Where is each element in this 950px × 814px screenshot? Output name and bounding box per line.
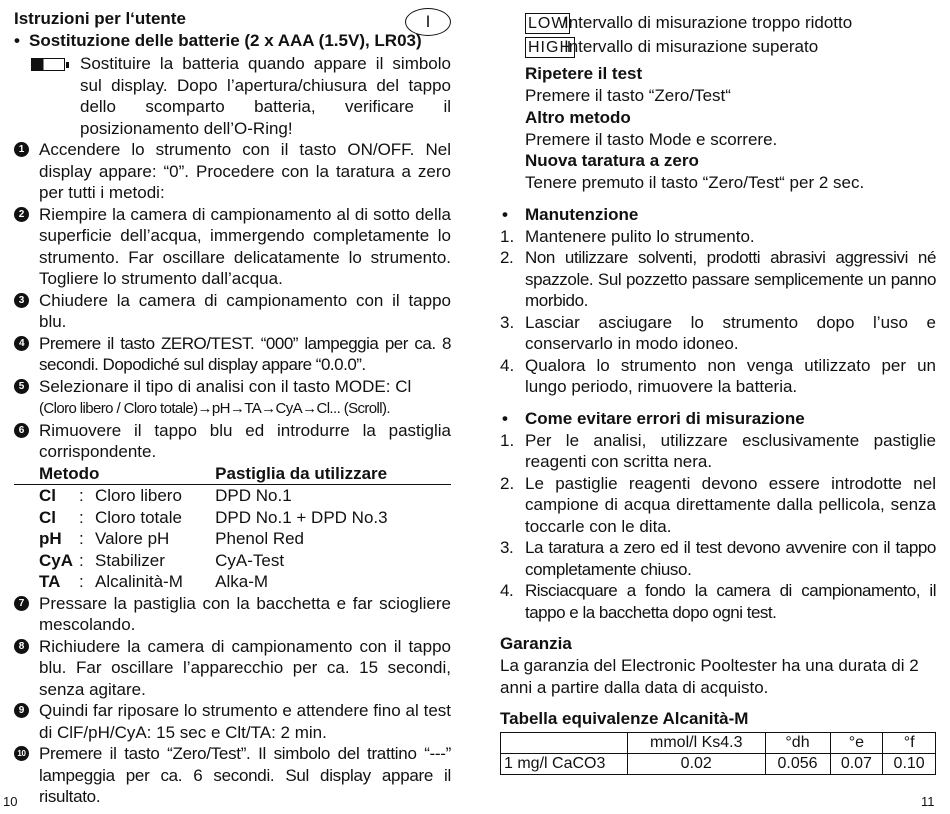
errors-heading: • Come evitare errori di misurazione [502,408,805,428]
battery-text: Sostituire la batteria quando appare il simbolo sul display. Dopo l’apertura/chiusura del tappo dello scomparto batteria, verificare il posizionamento dell’O-Ring! [80,54,451,138]
list-text: Le pastiglie reagenti devono essere introdotte nel campione di acqua direttamente dalla pellicola, senza toccarle con le dita. [525,473,936,536]
method-tablet: DPD No.1 + DPD No.3 [215,507,388,527]
method-tablet: CyA-Test [215,550,285,570]
errors-list [500,430,936,624]
method-desc: Cloro libero [95,486,182,505]
step-number-4: 4 [14,336,29,351]
range-text: Intervallo di misurazione superato [564,36,819,56]
page-title [14,8,451,30]
list-text: Non utilizzare solventi, prodotti abrasivi aggressivi né spazzole. Sul pozzetto passare semplicemente un panno morbido. [525,248,936,310]
method-tablet: DPD No.1 [215,486,292,505]
zero-heading: Nuova taratura a zero [525,151,699,170]
equiv-header: °e [830,733,883,754]
list-text: La taratura a zero ed il test devono avvenire con il tappo completamente chiuso. [525,538,936,579]
language-badge: I [405,8,451,36]
other-text: Premere il tasto Mode e scorrere. [525,129,778,149]
list-number: 2. [500,473,515,493]
list-number: 1. [500,430,515,450]
colon: : [79,572,84,591]
battery-icon [31,58,65,71]
table-row [14,550,451,572]
step-9 [14,700,451,743]
method-tablet: Alka-M [215,572,269,591]
equiv-value: 0.056 [765,754,830,775]
step-7 [14,593,451,636]
step-number-1: 1 [14,142,29,157]
equiv-heading: Tabella equivalenze Alcanità-M [500,709,749,728]
step-number-6: 6 [14,423,29,438]
maintenance-list [500,226,936,398]
list-text: Per le analisi, utilizzare esclusivamente pastiglie reagenti con scritta nera. [525,430,936,471]
other-heading: Altro metodo [525,107,631,127]
step-6 [14,420,451,463]
list-item [500,355,936,398]
repeat-section [500,63,936,194]
step-3 [14,290,451,333]
method-desc: Alcalinità-M [95,572,183,591]
step-number-2: 2 [14,207,29,222]
list-text: Lasciar asciugare lo strumento dopo l’uso e conservarlo in modo idoneo. [525,312,936,353]
step-number-5: 5 [14,379,29,394]
step-text: Chiudere la camera di campionamento con il tappo blu. [39,290,451,331]
list-item [500,473,936,538]
equiv-value: 0.10 [883,754,936,775]
step-number-9: 9 [14,703,29,718]
header-method: Metodo [14,463,215,485]
step-1 [14,139,451,204]
list-number: 4. [500,355,515,375]
list-number: 4. [500,581,514,600]
range-low [500,12,936,34]
range-high [500,36,936,58]
step-number-10: 10 [14,746,29,761]
list-text: Qualora lo strumento non venga utilizzato per un lungo periodo, rimuovere la batteria. [525,355,936,396]
repeat-heading: Ripetere il test [525,64,643,83]
repeat-text: Premere il tasto “Zero/Test“ [525,86,731,105]
step-5 [14,376,451,420]
colon: : [79,486,84,505]
step-text: Rimuovere il tappo blu ed introdurre la pastiglia corrispondente. [39,420,451,461]
equiv-row-label: 1 mg/l CaCO3 [501,754,628,775]
equiv-header [501,733,628,754]
errors-heading-text: Come evitare errori di misurazione [525,408,805,428]
warranty-heading: Garanzia [500,634,572,653]
equivalence-table [500,732,936,775]
step-text: Quindi far riposare lo strumento e attendere fino al test di ClF/pH/CyA: 15 sec e Clt/TA: 2 min. [39,701,451,742]
table-row [14,528,451,550]
table-row [14,507,451,529]
left-page [14,8,451,808]
step-number-8: 8 [14,639,29,654]
battery-heading: • Sostituzione delle batterie (2 x AAA (1.5V), LR03) [14,31,422,50]
step-text: Selezionare il tipo di analisi con il tasto MODE: Cl [39,376,412,396]
method-code: CyA [39,550,74,570]
step-2 [14,204,451,290]
list-number: 1. [500,226,515,246]
step-text: Premere il tasto “Zero/Test”. Il simbolo del trattino “---” lampeggia per ca. 6 secondi. Sul display appare il risultato. [39,744,451,806]
method-code: Cl [39,507,56,527]
colon: : [79,550,84,570]
equiv-value: 0.02 [628,754,766,775]
high-box: HIGH [525,37,575,58]
range-text: Intervallo di misurazione troppo ridotto [564,13,853,32]
page-number-left: 10 [3,794,18,809]
step-8 [14,636,451,701]
step-text: Richiudere la camera di campionamento con il tappo blu. Far oscillare l’apparecchio per ca. 15 secondi, senza agitare. [39,636,451,699]
list-item [500,580,936,623]
step-text: Pressare la pastiglia con la bacchetta e far sciogliere mescolando. [39,593,451,634]
table-row [14,571,451,593]
list-number: 3. [500,538,514,557]
battery-heading-text: Sostituzione delle batterie (2 x AAA (1.5V), LR03) [29,31,422,50]
step-10 [14,743,451,808]
method-code: TA [39,572,61,591]
method-tablet: Phenol Red [215,529,304,548]
maintenance-heading: • Manutenzione [502,204,639,224]
list-item [500,247,936,312]
step-text: Riempire la camera di campionamento al di sotto della superficie dell’acqua, immergendo completamente lo strumento. Far oscillare delicatamente lo strumento. Togliere lo strumento dall’acqua. [39,204,451,288]
low-box: LOW [525,13,570,34]
right-page [500,12,936,775]
step-number-3: 3 [14,293,29,308]
equiv-header: mmol/l Ks4.3 [628,733,766,754]
method-desc: Valore pH [95,529,170,548]
step-text-cycle: (Cloro libero / Cloro totale)→pH→TA→CyA→Cl... (Scroll). [39,400,390,417]
step-text: Accendere lo strumento con il tasto ON/OFF. Nel display appare: “0”. Procedere con la taratura a zero per tutti i metodi: [39,140,451,202]
warranty-text: La garanzia del Electronic Pooltester ha una durata di 2 anni a partire dalla data di acquisto. [500,656,919,697]
step-number-7: 7 [14,596,29,611]
list-item [500,312,936,355]
step-text: Premere il tasto ZERO/TEST. “000” lampeggia per ca. 8 secondi. Dopodiché sul display appare “0.0.0”. [39,333,451,374]
method-code: pH [39,529,62,548]
colon: : [79,507,84,527]
equiv-header: °f [883,733,936,754]
method-desc: Cloro totale [95,507,182,527]
zero-text: Tenere premuto il tasto “Zero/Test“ per 2 sec. [525,173,865,192]
list-number: 3. [500,312,515,332]
colon: : [79,529,84,548]
title-text: Istruzioni per l‘utente [14,9,186,28]
method-desc: Stabilizer [95,550,165,570]
step-4 [14,333,451,376]
equiv-header: °dh [765,733,830,754]
method-code: Cl [39,486,56,505]
maintenance-heading-text: Manutenzione [525,204,639,224]
list-item [500,226,936,248]
equiv-value: 0.07 [830,754,883,775]
header-tablet: Pastiglia da utilizzare [215,463,451,485]
list-item [500,430,936,473]
battery-instructions [14,53,451,139]
list-item [500,537,936,580]
table-row [501,754,936,775]
equiv-header-row [501,733,936,754]
methods-table-header [14,463,451,485]
table-row [14,485,451,507]
list-text: Mantenere pulito lo strumento. [525,226,755,246]
methods-table [14,463,451,593]
page-number-right: 11 [921,794,935,809]
list-text: Risciacquare a fondo la camera di campionamento, il tappo e la bacchetta dopo ogni test. [525,581,936,622]
list-number: 2. [500,248,514,267]
